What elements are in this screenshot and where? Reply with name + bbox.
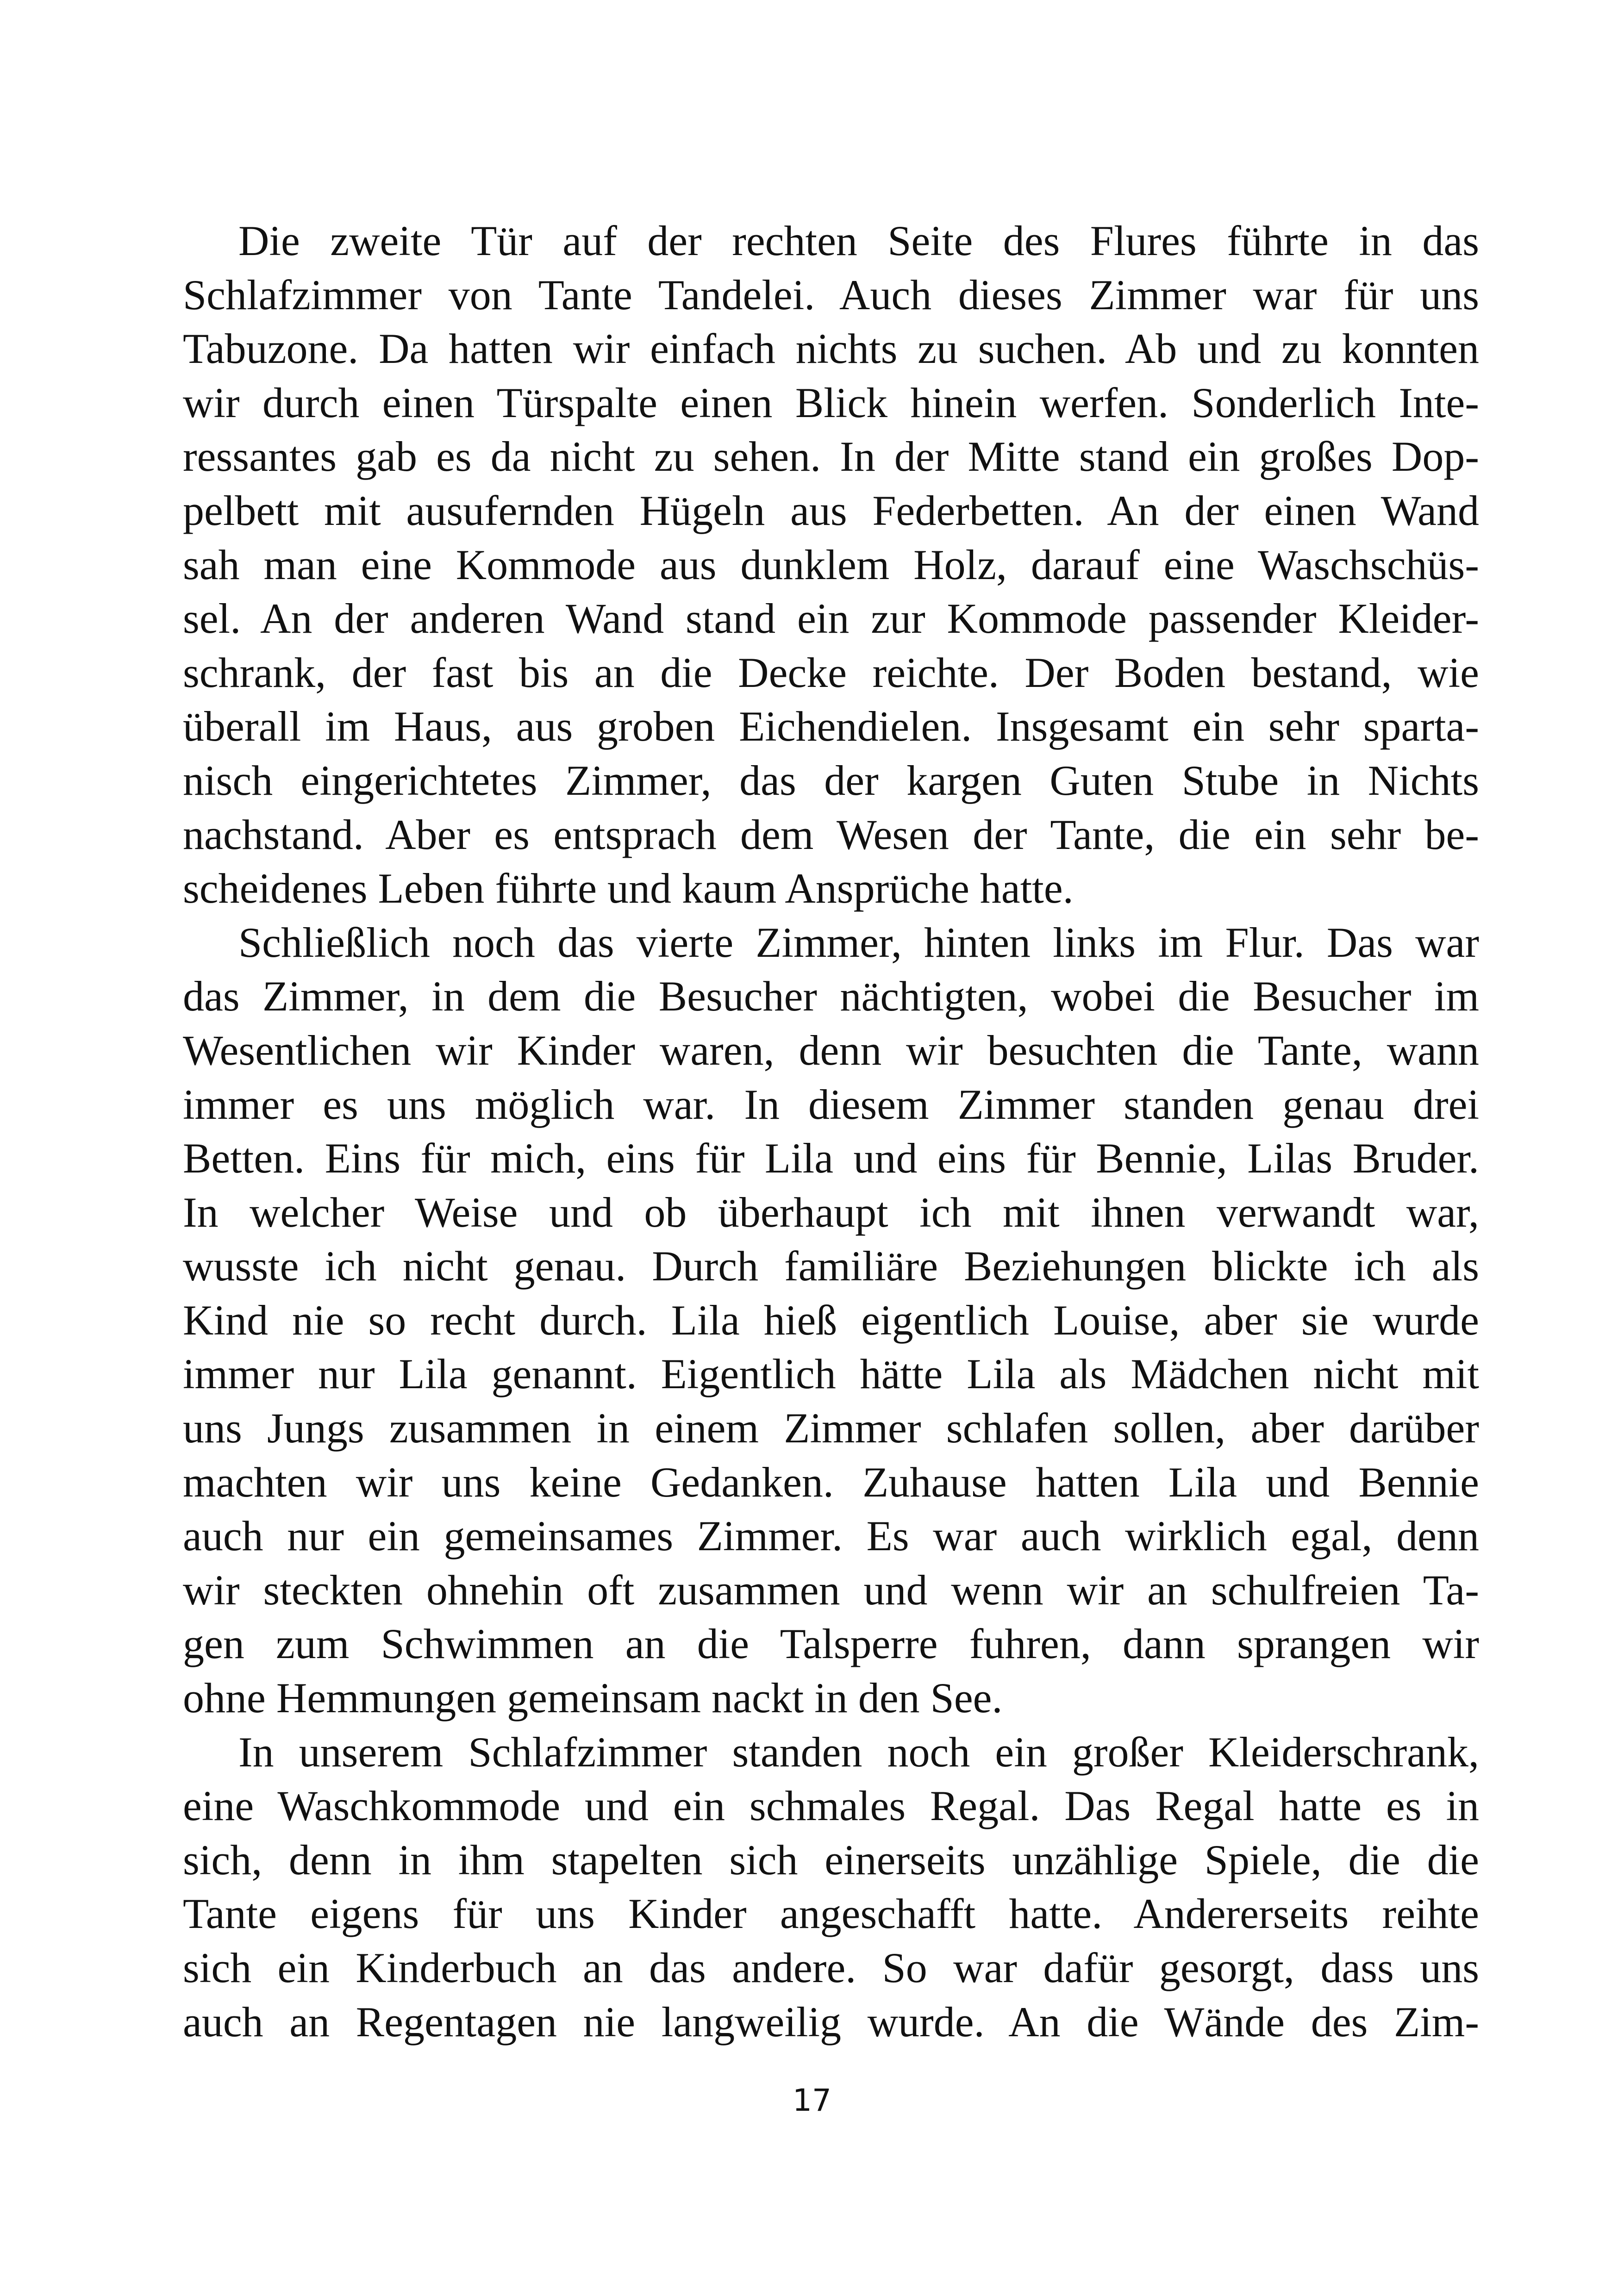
paragraph-1 xyxy=(183,214,1479,916)
text-line: Betten. Eins für mich, eins für Lila und eins für Bennie, Lilas Bruder. xyxy=(183,1135,1479,1182)
text-line: In unserem Schlafzimmer standen noch ein großer Kleiderschrank, xyxy=(238,1728,1479,1776)
page-number: 17 xyxy=(793,2083,831,2118)
text-line: ressantes gab es da nicht zu sehen. In der Mitte stand ein großes Dop- xyxy=(183,433,1479,480)
text-line: Wesentlichen wir Kinder waren, denn wir besuchten die Tante, wann xyxy=(183,1026,1479,1074)
text-line: schrank, der fast bis an die Decke reichte. Der Boden bestand, wie xyxy=(183,649,1479,696)
body-text xyxy=(183,214,1479,2049)
text-line: nisch eingerichtetes Zimmer, das der kargen Guten Stube in Nichts xyxy=(183,756,1479,804)
text-line: wir steckten ohnehin oft zusammen und wenn wir an schulfreien Ta- xyxy=(183,1566,1479,1614)
text-line: Kind nie so recht durch. Lila hieß eigentlich Louise, aber sie wurde xyxy=(183,1296,1479,1344)
text-line: uns Jungs zusammen in einem Zimmer schlafen sollen, aber darüber xyxy=(183,1404,1479,1452)
text-line: sel. An der anderen Wand stand ein zur Kommode passender Kleider- xyxy=(183,595,1479,642)
paragraph-3 xyxy=(183,1725,1479,2049)
text-line: immer es uns möglich war. In diesem Zimmer standen genau drei xyxy=(183,1080,1479,1128)
text-line: Schlafzimmer von Tante Tandelei. Auch dieses Zimmer war für uns xyxy=(183,271,1479,318)
text-line: überall im Haus, aus groben Eichendielen. Insgesamt ein sehr sparta- xyxy=(183,703,1479,750)
text-line: immer nur Lila genannt. Eigentlich hätte Lila als Mädchen nicht mit xyxy=(183,1350,1479,1398)
text-line: wusste ich nicht genau. Durch familiäre Beziehungen blickte ich als xyxy=(183,1242,1479,1290)
text-line: sah man eine Kommode aus dunklem Holz, darauf eine Waschschüs- xyxy=(183,541,1479,588)
text-line: In welcher Weise und ob überhaupt ich mit ihnen verwandt war, xyxy=(183,1188,1479,1236)
text-line: Tante eigens für uns Kinder angeschafft hatte. Andererseits reihte xyxy=(183,1890,1479,1938)
text-line: eine Waschkommode und ein schmales Regal. Das Regal hatte es in xyxy=(183,1782,1479,1830)
text-line: Schließlich noch das vierte Zimmer, hinten links im Flur. Das war xyxy=(238,918,1479,966)
text-line: wir durch einen Türspalte einen Blick hinein werfen. Sonderlich Inte- xyxy=(183,379,1479,426)
paragraph-2 xyxy=(183,916,1479,1725)
text-line: auch an Regentagen nie langweilig wurde. An die Wände des Zim- xyxy=(183,1998,1479,2046)
text-line: das Zimmer, in dem die Besucher nächtigten, wobei die Besucher im xyxy=(183,973,1479,1020)
text-line: machten wir uns keine Gedanken. Zuhause hatten Lila und Bennie xyxy=(183,1458,1479,1506)
text-line: sich, denn in ihm stapelten sich einerseits unzählige Spiele, die die xyxy=(183,1836,1479,1883)
text-line: auch nur ein gemeinsames Zimmer. Es war auch wirklich egal, denn xyxy=(183,1512,1479,1560)
text-line: pelbett mit ausufernden Hügeln aus Federbetten. An der einen Wand xyxy=(183,486,1479,534)
text-line: gen zum Schwimmen an die Talsperre fuhren, dann sprangen wir xyxy=(183,1620,1479,1668)
text-line: Tabuzone. Da hatten wir einfach nichts zu suchen. Ab und zu konnten xyxy=(183,325,1479,373)
text-line: Die zweite Tür auf der rechten Seite des Flures führte in das xyxy=(238,217,1479,264)
text-line: scheidenes Leben führte und kaum Ansprüche hatte. xyxy=(183,865,1074,912)
text-line: nachstand. Aber es entsprach dem Wesen der Tante, die ein sehr be- xyxy=(183,811,1479,858)
text-line: ohne Hemmungen gemeinsam nackt in den See. xyxy=(183,1674,1003,1722)
text-line: sich ein Kinderbuch an das andere. So war dafür gesorgt, dass uns xyxy=(183,1944,1479,1991)
